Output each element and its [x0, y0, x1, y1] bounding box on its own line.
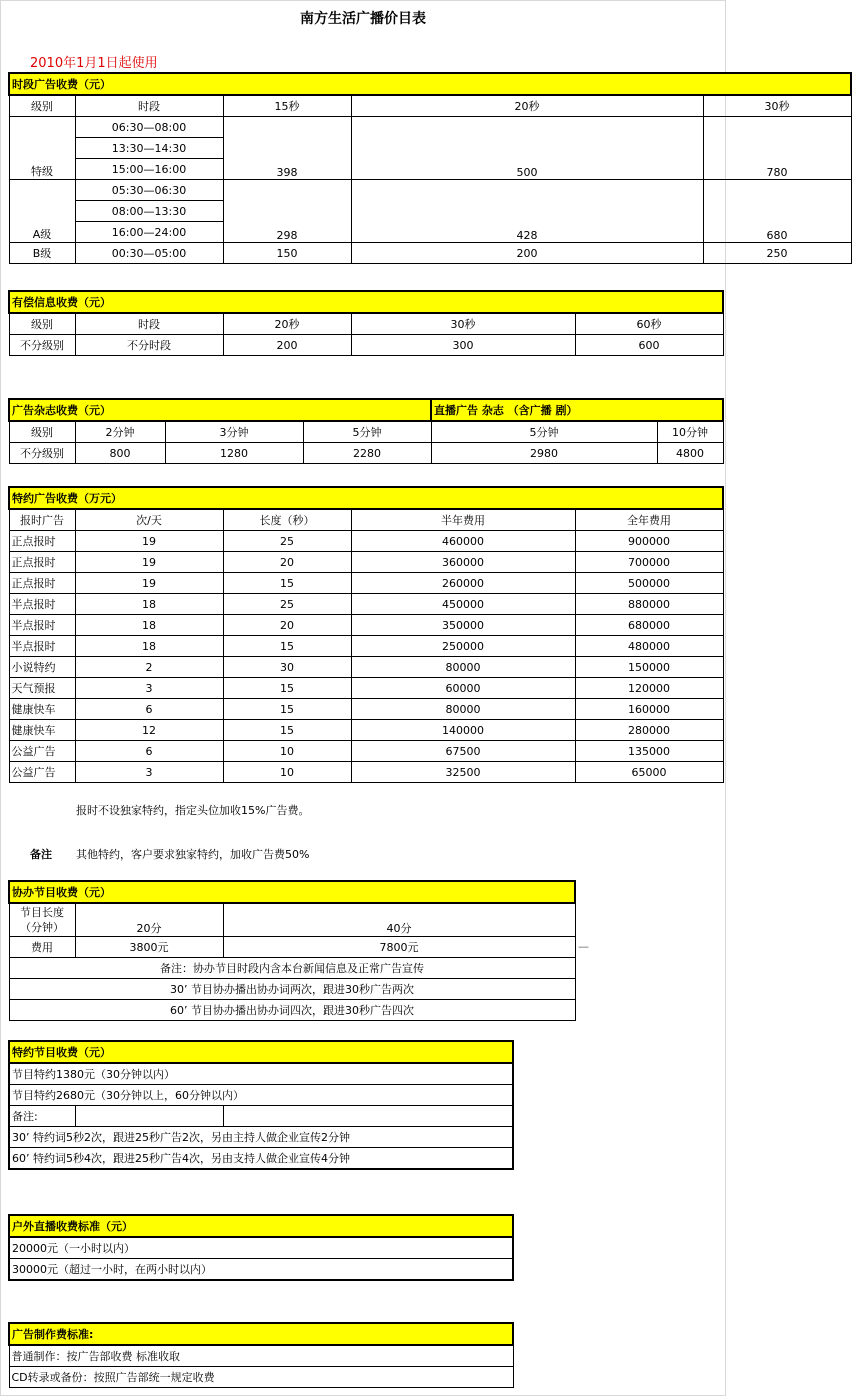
table-cell: 250000 [351, 636, 575, 657]
table-cell: 25 [223, 594, 351, 615]
note-line: 报时不设独家特约，指定头位加收15%广告费。 [76, 804, 310, 817]
outdoor-live-table [8, 1214, 514, 1281]
table-cell: 18 [75, 636, 223, 657]
table-cell: 半点报时 [9, 636, 75, 657]
table-cell: 4800 [657, 443, 723, 464]
table-row [9, 720, 723, 741]
col-header: 级别 [9, 313, 75, 335]
empty-cell [75, 1106, 223, 1127]
col-header: 全年费用 [575, 509, 723, 531]
table-cell: 不分级别 [9, 335, 75, 356]
table-cell: 30 [223, 657, 351, 678]
table-cell: 480000 [575, 636, 723, 657]
price-cell: 680 [703, 180, 851, 243]
table-cell: 32500 [351, 762, 575, 783]
table-row [9, 741, 723, 762]
table-cell: 135000 [575, 741, 723, 762]
col-header: 次/天 [75, 509, 223, 531]
page-title: 南方生活广播价目表 [300, 11, 426, 27]
col-header: 5分钟 [431, 421, 657, 443]
table-cell: 3 [75, 678, 223, 699]
slot-cell: 16:00—24:00 [75, 222, 223, 243]
col-header: 10分钟 [657, 421, 723, 443]
table-cell: 2280 [303, 443, 431, 464]
table-cell: 60000 [351, 678, 575, 699]
table-cell: 3 [75, 762, 223, 783]
section-header: 时段广告收费（元） [9, 73, 851, 95]
price-cell: 298 [223, 180, 351, 243]
table-cell: 2980 [431, 443, 657, 464]
table-cell: 不分级别 [9, 443, 75, 464]
table-cell: 正点报时 [9, 573, 75, 594]
table-cell: 半点报时 [9, 615, 75, 636]
table-cell: 460000 [351, 531, 575, 552]
price-cell: 150 [223, 243, 351, 264]
price-cell: 780 [703, 117, 851, 180]
slot-cell: 06:30—08:00 [75, 117, 223, 138]
col-header: 报时广告 [9, 509, 75, 531]
table-row [9, 636, 723, 657]
table-cell: 15 [223, 636, 351, 657]
table-cell: 15 [223, 720, 351, 741]
table-cell: 公益广告 [9, 762, 75, 783]
table-cell: 天气预报 [9, 678, 75, 699]
remark-label: 备注 [30, 848, 52, 861]
production-fee-table [8, 1322, 514, 1388]
slot-cell: 05:30—06:30 [75, 180, 223, 201]
table-cell: 6 [75, 741, 223, 762]
empty-cell [223, 1106, 513, 1127]
table-cell: 700000 [575, 552, 723, 573]
price-cell: 428 [351, 180, 703, 243]
table-cell: 正点报时 [9, 552, 75, 573]
table-cell: 15 [223, 573, 351, 594]
table-row [9, 573, 723, 594]
table-cell: 280000 [575, 720, 723, 741]
text-row: 30000元（超过一小时，在两小时以内） [9, 1259, 513, 1281]
note-row: 60’ 节目协办播出协办词四次，跟进30秒广告四次 [9, 1000, 575, 1021]
col-header: 20秒 [351, 95, 703, 117]
note-row: 30’ 节目协办播出协办词两次，跟进30秒广告两次 [9, 979, 575, 1000]
col-header: 15秒 [223, 95, 351, 117]
col-header: 20秒 [223, 313, 351, 335]
time-slot-ad-table [8, 72, 852, 264]
table-cell: 15 [223, 678, 351, 699]
table-cell: 正点报时 [9, 531, 75, 552]
table-cell: 350000 [351, 615, 575, 636]
level-cell: A级 [9, 180, 75, 243]
col-header: 半年费用 [351, 509, 575, 531]
table-cell: 19 [75, 573, 223, 594]
fee-20: 3800元 [75, 937, 223, 958]
section-header: 特约节目收费（元） [9, 1041, 513, 1063]
price-cell: 200 [351, 243, 703, 264]
table-cell: 健康快车 [9, 720, 75, 741]
table-row [9, 678, 723, 699]
fee-label: 费用 [9, 937, 75, 958]
slot-cell: 08:00—13:30 [75, 201, 223, 222]
fee-40: 7800元 [223, 937, 575, 958]
text-row: CD转录或备份：按照广告部统一规定收费 [9, 1367, 513, 1388]
table-cell: 25 [223, 531, 351, 552]
table-cell: 10 [223, 741, 351, 762]
length-20: 20分 [75, 903, 223, 937]
table-cell: 300 [351, 335, 575, 356]
slot-cell: 00:30—05:00 [75, 243, 223, 264]
section-header: 直播广告 杂志 （含广播 剧） [431, 399, 723, 421]
table-row [9, 615, 723, 636]
table-row [9, 657, 723, 678]
col-header: 60秒 [575, 313, 723, 335]
stray-dash: — [578, 940, 589, 953]
table-cell: 150000 [575, 657, 723, 678]
table-cell: 260000 [351, 573, 575, 594]
table-cell: 2 [75, 657, 223, 678]
table-cell: 900000 [575, 531, 723, 552]
table-cell: 小说特约 [9, 657, 75, 678]
text-row: 备注: [9, 1106, 75, 1127]
table-cell: 18 [75, 615, 223, 636]
slot-cell: 13:30—14:30 [75, 138, 223, 159]
text-row: 普通制作：按广告部收费 标准收取 [9, 1345, 513, 1367]
table-cell: 680000 [575, 615, 723, 636]
slot-cell: 15:00—16:00 [75, 159, 223, 180]
table-cell: 500000 [575, 573, 723, 594]
text-row: 节目特约2680元（30分钟以上，60分钟以内） [9, 1085, 513, 1106]
table-cell: 不分时段 [75, 335, 223, 356]
table-cell: 80000 [351, 657, 575, 678]
section-header: 有偿信息收费（元） [9, 291, 723, 313]
length-label: 节目长度（分钟） [9, 903, 75, 937]
note-row: 备注：协办节目时段内含本台新闻信息及正常广告宣传 [9, 958, 575, 979]
table-cell: 65000 [575, 762, 723, 783]
table-cell: 140000 [351, 720, 575, 741]
text-row: 30’ 特约词5秒2次，跟进25秒广告2次，另由主持人做企业宣传2分钟 [9, 1127, 513, 1148]
col-header: 2分钟 [75, 421, 165, 443]
remark-text: 其他特约，客户要求独家特约，加收广告费50% [76, 848, 310, 861]
table-row [9, 762, 723, 783]
col-header: 时段 [75, 313, 223, 335]
level-cell: 特级 [9, 117, 75, 180]
col-header: 3分钟 [165, 421, 303, 443]
table-cell: 10 [223, 762, 351, 783]
col-header: 长度（秒） [223, 509, 351, 531]
sponsor-program-table [8, 1040, 514, 1170]
col-header: 5分钟 [303, 421, 431, 443]
table-cell: 450000 [351, 594, 575, 615]
price-cell: 500 [351, 117, 703, 180]
table-cell: 18 [75, 594, 223, 615]
table-cell: 19 [75, 531, 223, 552]
table-row [9, 594, 723, 615]
table-cell: 12 [75, 720, 223, 741]
table-cell: 公益广告 [9, 741, 75, 762]
length-40: 40分 [223, 903, 575, 937]
table-cell: 360000 [351, 552, 575, 573]
price-cell: 250 [703, 243, 851, 264]
section-header: 协办节目收费（元） [9, 881, 575, 903]
table-cell: 120000 [575, 678, 723, 699]
table-cell: 80000 [351, 699, 575, 720]
col-header: 30秒 [351, 313, 575, 335]
table-cell: 6 [75, 699, 223, 720]
table-cell: 15 [223, 699, 351, 720]
table-cell: 1280 [165, 443, 303, 464]
table-row [9, 699, 723, 720]
effective-date: 2010年1月1日起使用 [30, 56, 158, 71]
table-cell: 160000 [575, 699, 723, 720]
level-cell: B级 [9, 243, 75, 264]
col-header: 30秒 [703, 95, 851, 117]
table-cell: 19 [75, 552, 223, 573]
section-header: 特约广告收费（万元） [9, 487, 723, 509]
table-cell: 20 [223, 615, 351, 636]
table-cell: 20 [223, 552, 351, 573]
section-header: 广告制作费标准: [9, 1323, 513, 1345]
paid-info-table [8, 290, 724, 356]
col-header: 时段 [75, 95, 223, 117]
section-header: 广告杂志收费（元） [9, 399, 431, 421]
table-cell: 半点报时 [9, 594, 75, 615]
col-header: 级别 [9, 95, 75, 117]
table-cell: 600 [575, 335, 723, 356]
text-row: 节目特约1380元（30分钟以内） [9, 1063, 513, 1085]
co-program-table [8, 880, 576, 1021]
text-row: 60’ 特约词5秒4次，跟进25秒广告4次，另由支持人做企业宣传4分钟 [9, 1148, 513, 1170]
text-row: 20000元（一小时以内） [9, 1237, 513, 1259]
table-row [9, 552, 723, 573]
table-cell: 800 [75, 443, 165, 464]
table-cell: 200 [223, 335, 351, 356]
price-cell: 398 [223, 117, 351, 180]
table-cell: 880000 [575, 594, 723, 615]
col-header: 级别 [9, 421, 75, 443]
table-cell: 健康快车 [9, 699, 75, 720]
ad-magazine-table [8, 398, 724, 464]
sponsor-ad-table [8, 486, 724, 783]
table-cell: 67500 [351, 741, 575, 762]
section-header: 户外直播收费标准（元） [9, 1215, 513, 1237]
table-row [9, 531, 723, 552]
